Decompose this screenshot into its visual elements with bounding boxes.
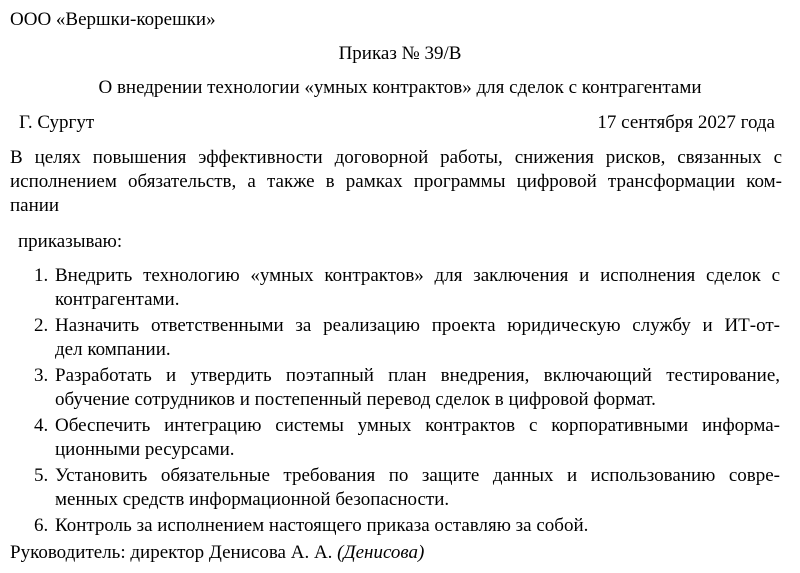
item-text-line: Разработать и утвердить поэтапный план внедрения, включающий тестирование, xyxy=(55,365,780,386)
item-text-line: Внедрить технологию «умных контрактов» для заключения и исполнения сделок с xyxy=(55,265,780,286)
order-items-list xyxy=(34,264,780,540)
item-number: 5. xyxy=(34,465,49,486)
order-word: приказываю: xyxy=(18,231,123,252)
item-text-line: контрагентами. xyxy=(55,289,180,310)
order-item xyxy=(34,314,780,362)
item-text-line: обучение сотрудников и постепенный перевод сделок в цифровой формат. xyxy=(55,389,656,410)
order-item xyxy=(34,364,780,412)
item-text-line: менных средств информационной безопасности. xyxy=(55,489,450,510)
order-item xyxy=(34,414,780,462)
preamble-line: исполнением обязательств, а также в рамках программы цифровой трансформации ком- xyxy=(10,171,782,192)
signature-line xyxy=(10,541,424,565)
item-text-line: Назначить ответственными за реализацию проекта юридическую службу и ИТ-от- xyxy=(55,315,780,336)
order-date: 17 сентября 2027 года xyxy=(597,112,775,133)
order-item xyxy=(34,264,780,312)
organization-name: ООО «Вершки-корешки» xyxy=(10,9,216,30)
item-number: 4. xyxy=(34,415,49,436)
signature-label: Руководитель: директор Денисова А. А. xyxy=(10,542,333,563)
order-place: Г. Сургут xyxy=(19,112,95,133)
item-text-line: Установить обязательные требования по защите данных и использованию совре- xyxy=(55,465,780,486)
item-text-line: ционными ресурсами. xyxy=(55,439,235,460)
order-subject: О внедрении технологии «умных контрактов» для сделок с контрагентами xyxy=(98,77,702,98)
preamble-line: В целях повышения эффективности договорной работы, снижения рисков, связанных с xyxy=(10,147,782,168)
preamble-line: пании xyxy=(10,195,60,216)
preamble xyxy=(10,146,782,218)
item-text-line: дел компании. xyxy=(55,339,171,360)
item-text-line: Обеспечить интеграцию системы умных контрактов с корпоративными информа- xyxy=(55,415,780,436)
item-number: 1. xyxy=(34,265,49,286)
item-number: 2. xyxy=(34,315,49,336)
item-text-line: Контроль за исполнением настоящего приказа оставляю за собой. xyxy=(55,515,589,536)
item-number: 3. xyxy=(34,365,49,386)
place-date-row xyxy=(19,111,775,135)
item-number: 6. xyxy=(34,515,49,536)
signature-name: (Денисова) xyxy=(337,542,425,563)
order-item xyxy=(34,514,780,538)
order-item xyxy=(34,464,780,512)
order-title: Приказ № 39/В xyxy=(338,43,462,64)
